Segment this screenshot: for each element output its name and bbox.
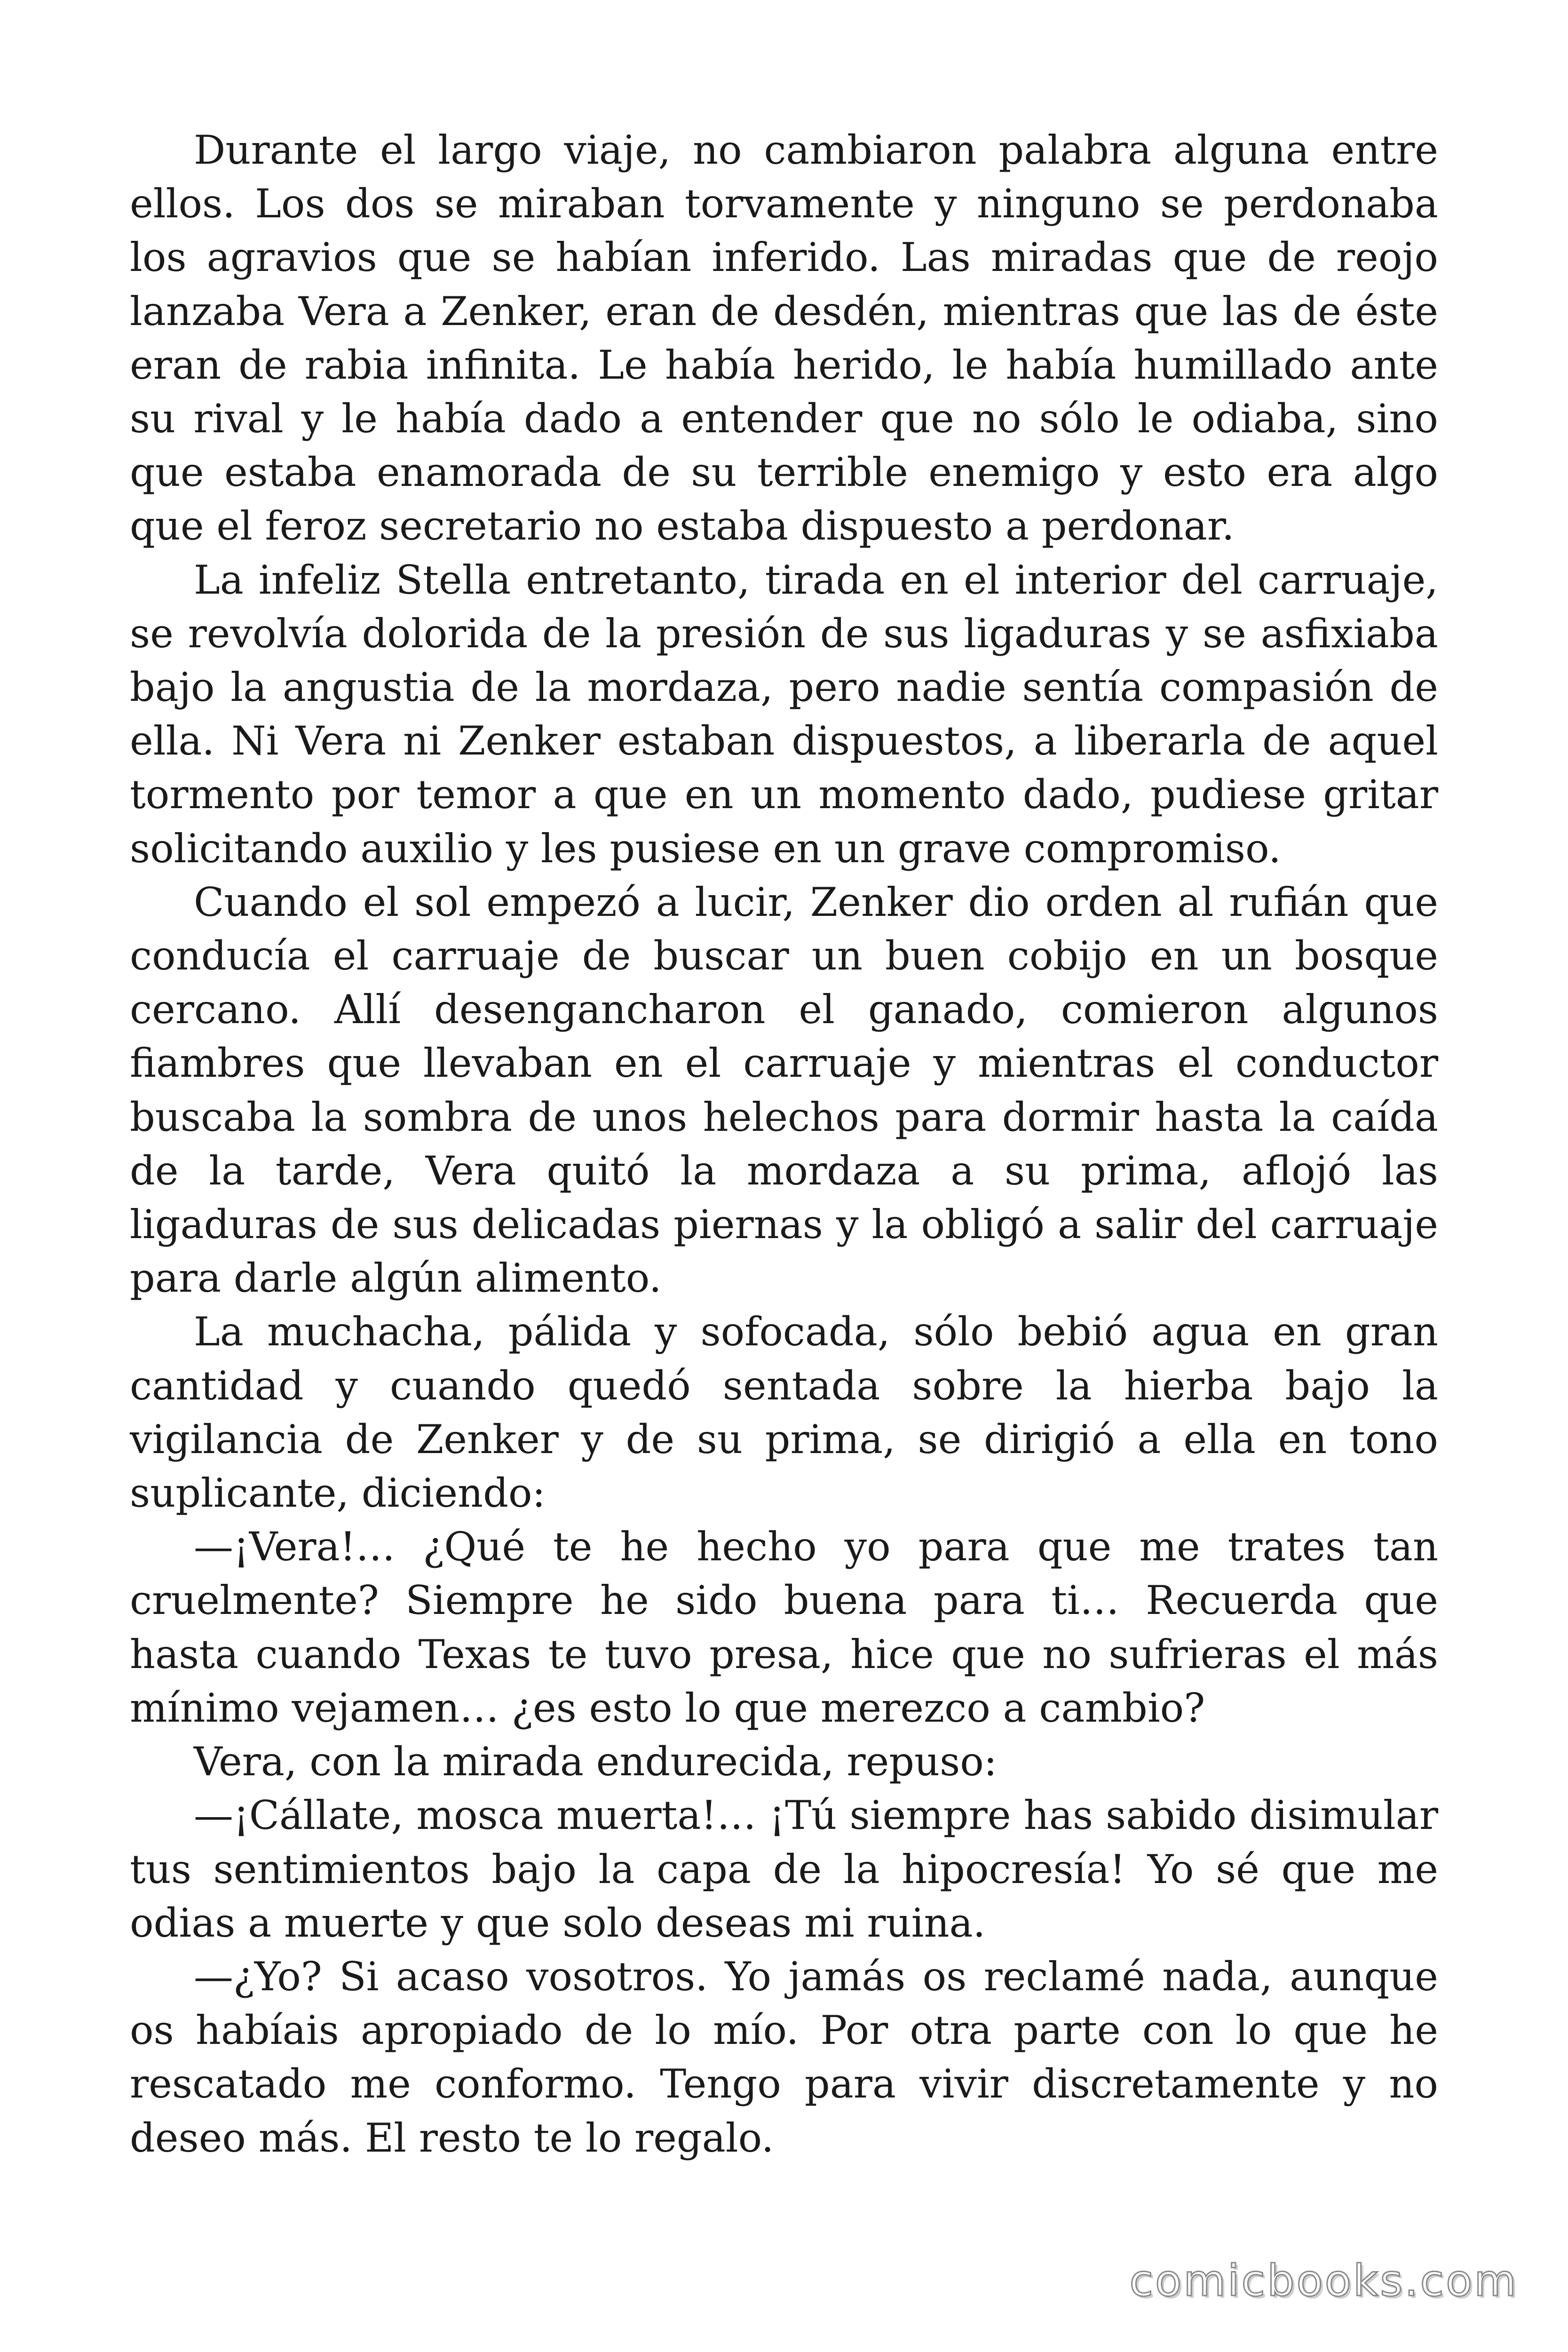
paragraph-8-dialogue: —¿Yo? Si acaso vosotros. Yo jamás os reclamé nada, aunque os habíais apropiado de lo mío. Por otra parte con lo que he rescatado me conformo. Tengo para vivir discretamente y no deseo más. El resto te lo regalo. — [130, 1953, 1438, 2161]
paragraph-3: Cuando el sol empezó a lucir, Zenker dio orden al rufián que conducía el carruaje de buscar un buen cobijo en un bosque cercano. Allí desengancharon el ganado, comieron algunos fiambres que llevaban en el carruaje y mientras el conductor buscaba la sombra de unos helechos para dormir hasta la caída de la tarde, Vera quitó la mordaza a su prima, aflojó las ligaduras de sus delicadas piernas y la obligó a salir del carruaje para darle algún alimento. — [130, 879, 1438, 1302]
watermark: comicbooks.com — [1129, 2256, 1518, 2306]
paragraph-4: La muchacha, pálida y sofocada, sólo bebió agua en gran cantidad y cuando quedó sentada sobre la hierba bajo la vigilancia de Zenker y de su prima, se dirigió a ella en tono suplicante, diciendo: — [130, 1309, 1438, 1517]
paragraph-6: Vera, con la mirada endurecida, repuso: — [194, 1739, 998, 1785]
paragraph-5-dialogue: —¡Vera!… ¿Qué te he hecho yo para que me trates tan cruelmente? Siempre he sido buena para ti… Recuerda que hasta cuando Texas te tuvo presa, hice que no sufrieras el más mínimo vejamen… ¿es esto lo que merezco a cambio? — [130, 1524, 1438, 1731]
paragraph-2: La infeliz Stella entretanto, tirada en el interior del carruaje, se revolvía dolorida de la presión de sus ligaduras y se asfixiaba bajo la angustia de la mordaza, pero nadie sentía compasión de ella. Ni Vera ni Zenker estaban dispuestos, a liberarla de aquel tormento por temor a que en un momento dado, pudiese gritar solicitando auxilio y les pusiese en un grave compromiso. — [130, 556, 1438, 872]
paragraph-7-dialogue: —¡Cállate, mosca muerta!… ¡Tú siempre has sabido disimular tus sentimientos bajo la capa de la hipocresía! Yo sé que me odias a muerte y que solo deseas mi ruina. — [130, 1792, 1438, 1946]
paragraph-1: Durante el largo viaje, no cambiaron palabra alguna entre ellos. Los dos se miraban torvamente y ninguno se perdonaba los agravios que se habían inferido. Las miradas que de reojo lanzaba Vera a Zenker, eran de desdén, mientras que las de éste eran de rabia infinita. Le había herido, le había humillado ante su rival y le había dado a entender que no sólo le odiaba, sino que estaba enamorada de su terrible enemigo y esto era algo que el feroz secretario no estaba dispuesto a perdonar. — [130, 127, 1438, 549]
body-text — [130, 123, 1438, 2165]
